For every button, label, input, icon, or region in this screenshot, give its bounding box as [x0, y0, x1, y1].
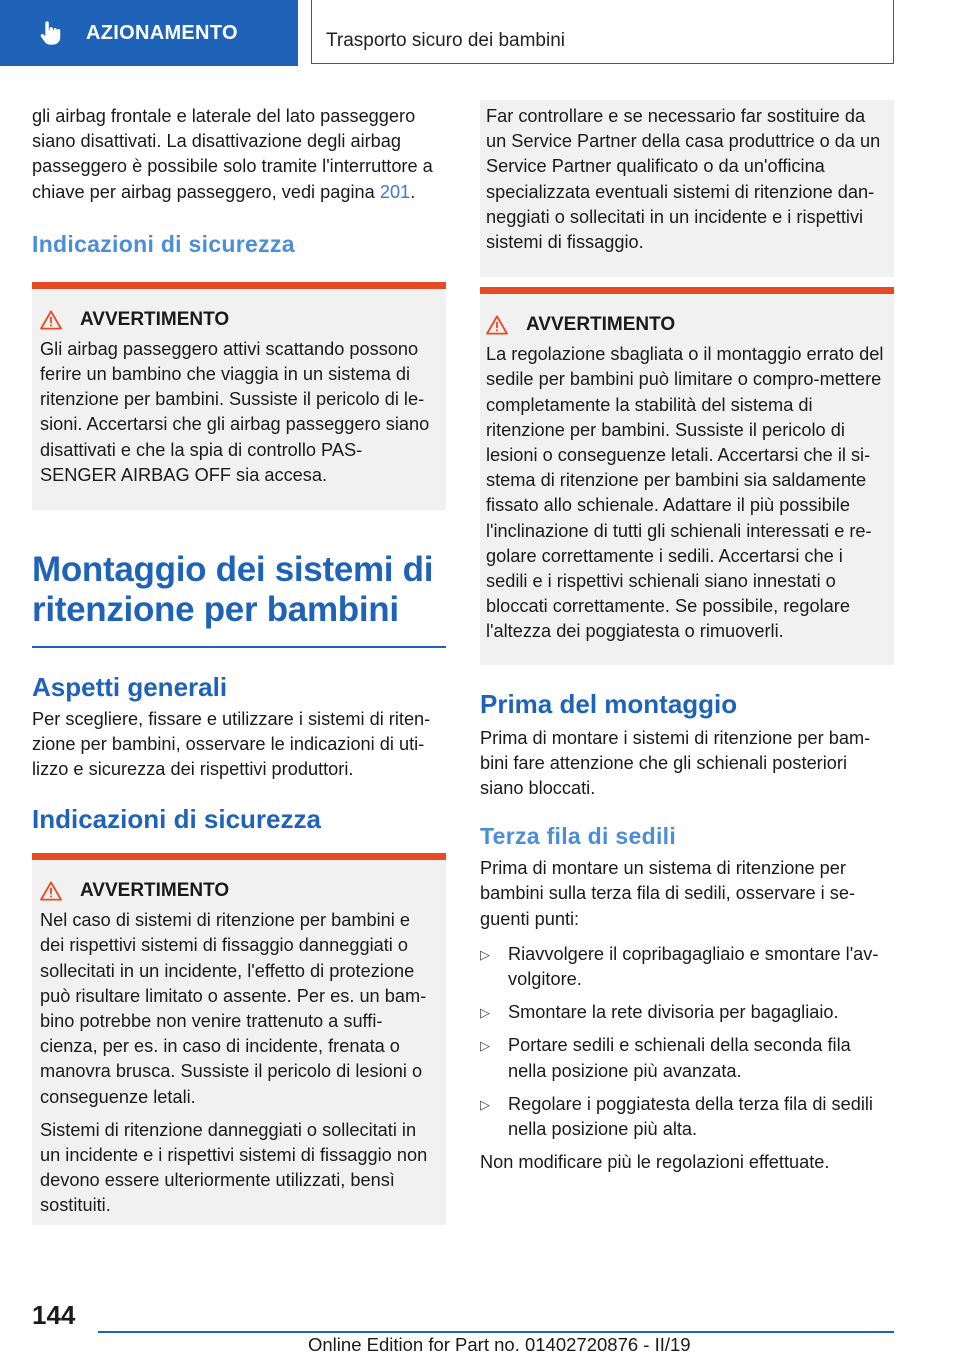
warning-box-3: [480, 287, 894, 664]
triangle-bullet-icon: ▷: [480, 1038, 490, 1054]
section-tab[interactable]: [0, 0, 298, 66]
triangle-bullet-icon: ▷: [480, 1005, 490, 1021]
warning-title: AVVERTIMENTO: [80, 308, 230, 330]
triangle-bullet-icon: ▷: [480, 1096, 490, 1112]
chapter-title: Trasporto sicuro dei bambini: [326, 30, 566, 51]
list-item: ▷ Portare sedili e schienali della seconda fila nella posizione più avanzata.: [480, 1035, 851, 1081]
heading-divider: [32, 646, 446, 648]
third-row-heading: Terza fila di sedili: [480, 823, 677, 850]
general-paragraph: Per scegliere, fissare e utilizzare i sistemi di riten-zione per bambini, osservare le indicazioni di uti-lizzo e sicurezza dei rispettivi produttori.: [32, 708, 431, 779]
warning-box-1: [32, 282, 446, 510]
left-column: [32, 100, 446, 1225]
before-mounting-paragraph: Prima di montare i sistemi di ritenzione per bam-bini fare attenzione che gli schienali posteriori siano bloccati.: [480, 727, 871, 799]
warning-text: La regolazione sbagliata o il montaggio errato del sedile per bambini può limitare o compro-mettere completamente la stabilità del sistema di ritenzione per bambini. Sussiste il pericolo di lesioni o conseguenze letali. Accertarsi che il si-stema di ritenzione per bambini sia saldamente fissato allo schienale. Adattare il più possibile l'inclinazione di tutti gli schienali interessati e re-golare correttamente i sedili. Accertarsi che i sedili e i rispettivi schienali siano innestati o bloccati correttamente. Se possibile, regolare l'altezza dei poggiatesta o rimuoverli.: [486, 344, 884, 642]
list-item: ▷ Smontare la rete divisoria per bagagliaio.: [480, 1000, 894, 1025]
safety-heading-1: Indicazioni di sicurezza: [32, 230, 295, 257]
page-number: 144: [32, 1300, 76, 1330]
intro-paragraph: gli airbag frontale e laterale del lato passeggero siano disattivati. La disattivazione degli airbag passeggero è possibile solo tramite l'interruttore a chiave per airbag passeggero, vedi pagina 201.: [32, 106, 433, 202]
warning-box-2: [32, 853, 446, 1224]
chapter-header: [311, 0, 894, 64]
third-row-paragraph: Prima di montare un sistema di ritenzione per bambini sulla terza fila di sedili, osservare i se-guenti punti:: [480, 858, 856, 929]
hand-pointer-icon: [36, 19, 64, 47]
warning-title: AVVERTIMENTO: [526, 314, 676, 336]
continued-paragraph: Far controllare e se necessario far sostituire da un Service Partner della casa produttrice o da un Service Partner qualificato o da un'officina specializzata eventuali sistemi di ritenzione dan-neggiati o sollecitati in un incidente e i rispettivi sistemi di fissaggio.: [486, 106, 881, 253]
steps-list: [480, 942, 894, 1142]
right-column: [480, 100, 894, 1176]
warning-text: Nel caso di sistemi di ritenzione per bambini e dei rispettivi sistemi di fissaggio danneggiati o sollecitati in un incidente, l'effetto di protezione può risultare limitato o assente. Per es. un bam-bino potrebbe non venire trattenuto a suffi-cienza, per es. in caso di incidente, frenata o manovra brusca. Sussiste il pericolo di lesioni o conseguenze letali.: [40, 910, 427, 1107]
list-item: ▷ Regolare i poggiatesta della terza fila di sedili nella posizione più alta.: [480, 1093, 873, 1140]
main-heading: Montaggio dei sistemi di ritenzione per bambini: [32, 550, 434, 630]
warning-title: AVVERTIMENTO: [80, 880, 230, 902]
continued-box: [480, 100, 894, 277]
warning-triangle-icon: [40, 310, 62, 330]
triangle-bullet-icon: ▷: [480, 946, 490, 962]
closing-paragraph: Non modificare più le regolazioni effettuate.: [480, 1152, 830, 1173]
warning-triangle-icon: [486, 315, 508, 335]
general-subheading: Aspetti generali: [32, 671, 228, 702]
edition-text: Online Edition for Part no. 01402720876 - II/19: [308, 1334, 691, 1355]
section-label: AZIONAMENTO: [86, 21, 238, 44]
footer-divider: [98, 1331, 894, 1333]
safety-heading-2: Indicazioni di sicurezza: [32, 804, 321, 835]
warning-text: Sistemi di ritenzione danneggiati o sollecitati in un incidente e i rispettivi sistemi di fissaggio non devono essere ulteriormente utilizzati, bensì sostituiti.: [40, 1119, 428, 1216]
warning-text: Gli airbag passeggero attivi scattando possono ferire un bambino che viaggia in un sistema di ritenzione per bambini. Sussiste il pericolo di le-sioni. Accertarsi che gli airbag passeggero siano disattivati e che la spia di controllo PAS-SENGER AIRBAG OFF sia accesa.: [40, 338, 430, 485]
page-link[interactable]: 201: [379, 181, 411, 202]
warning-triangle-icon: [40, 881, 62, 901]
before-mounting-heading: Prima del montaggio: [480, 688, 738, 719]
list-item: ▷ Riavvolgere il copribagagliaio e smontare l'av-volgitore.: [480, 943, 879, 990]
